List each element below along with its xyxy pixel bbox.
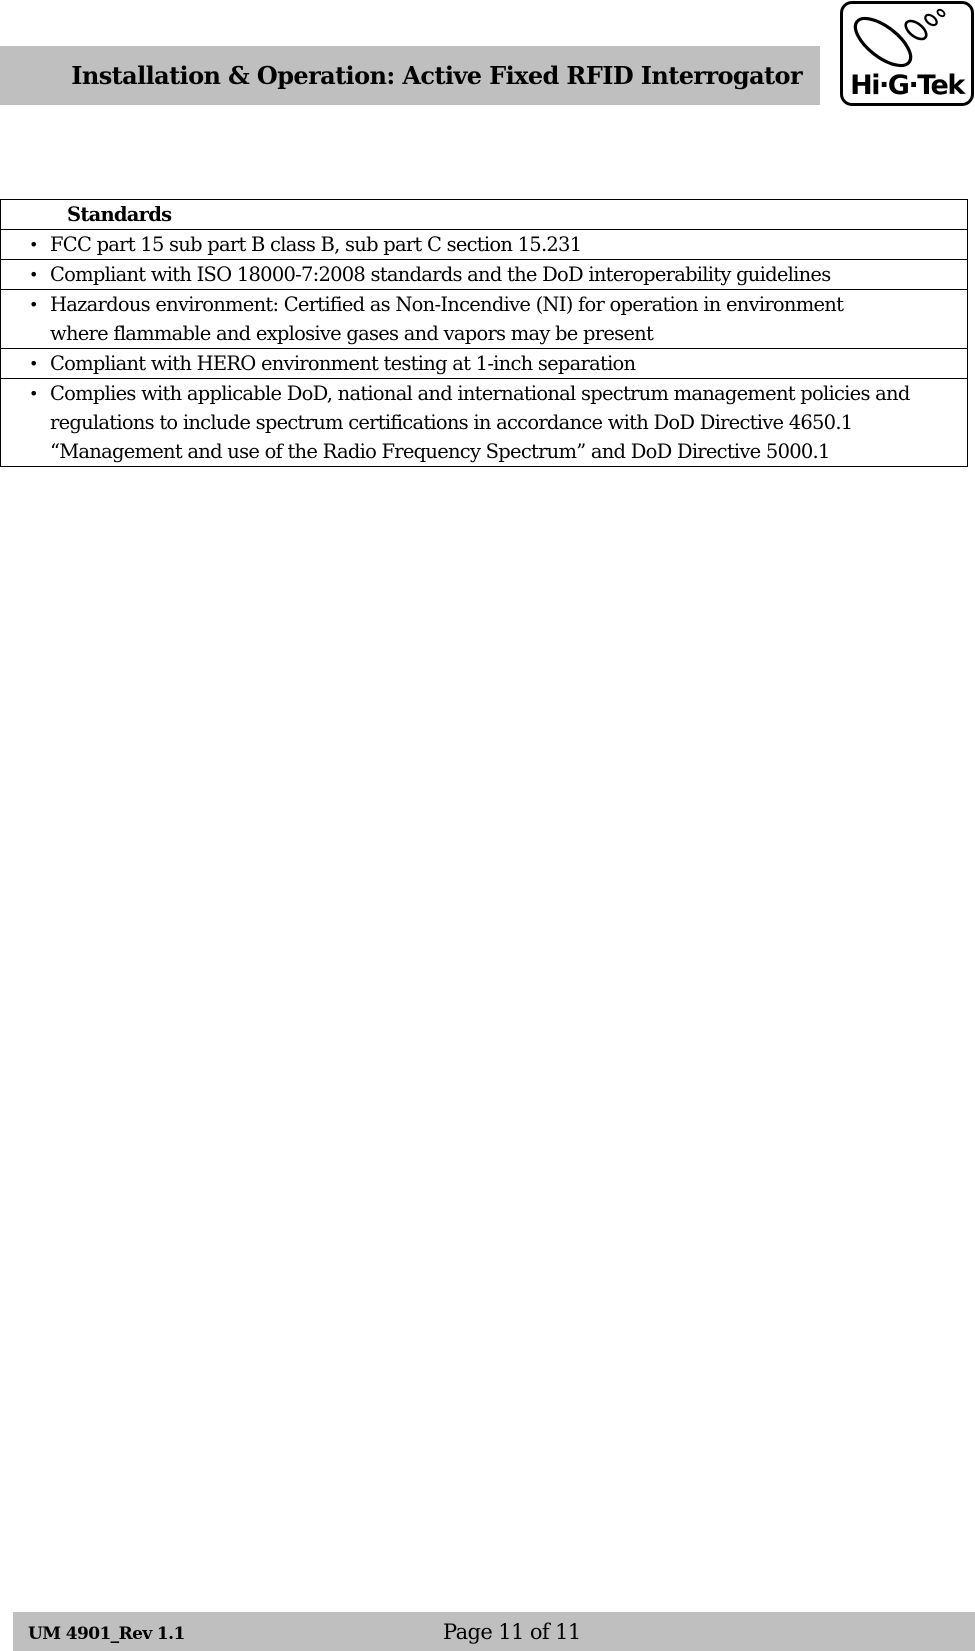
standards-item: FCC part 15 sub part B class B, sub part C section 15.231 <box>50 233 582 256</box>
document-title: Installation & Operation: Active Fixed RFID Interrogator <box>71 61 802 90</box>
table-row <box>1 290 968 349</box>
bullet-icon: • <box>29 384 38 403</box>
standards-item: Complies with applicable DoD, national and international spectrum management policies and regulations to include spectrum certifications in accordance with DoD Directive 4650.1 “Management and use of the Radio Frequency Spectrum” and DoD Directive 5000.1 <box>50 382 910 463</box>
company-logo <box>840 1 974 106</box>
header-bar <box>0 46 820 105</box>
page-number: Page 11 of 11 <box>443 1620 581 1644</box>
table-row <box>1 379 968 467</box>
bullet-icon: • <box>29 265 38 284</box>
standards-item: Compliant with ISO 18000-7:2008 standards and the DoD interoperability guidelines <box>50 263 831 286</box>
footer-bar <box>13 1612 975 1651</box>
bullet-icon: • <box>29 354 38 373</box>
table-row <box>1 260 968 290</box>
standards-item: Compliant with HERO environment testing at 1-inch separation <box>50 352 636 375</box>
bullet-icon: • <box>29 235 38 254</box>
standards-heading: Standards <box>1 200 968 230</box>
logo-ellipses-icon <box>843 4 971 74</box>
standards-table <box>0 199 968 467</box>
logo-wordmark: Hi·G·Tek <box>850 70 964 101</box>
standards-item: Hazardous environment: Certified as Non-Incendive (NI) for operation in environment where flammable and explosive gases and vapors may be present <box>50 293 844 345</box>
bullet-icon: • <box>29 295 38 314</box>
table-row <box>1 230 968 260</box>
table-row <box>1 349 968 379</box>
document-revision: UM 4901_Rev 1.1 <box>28 1624 185 1644</box>
